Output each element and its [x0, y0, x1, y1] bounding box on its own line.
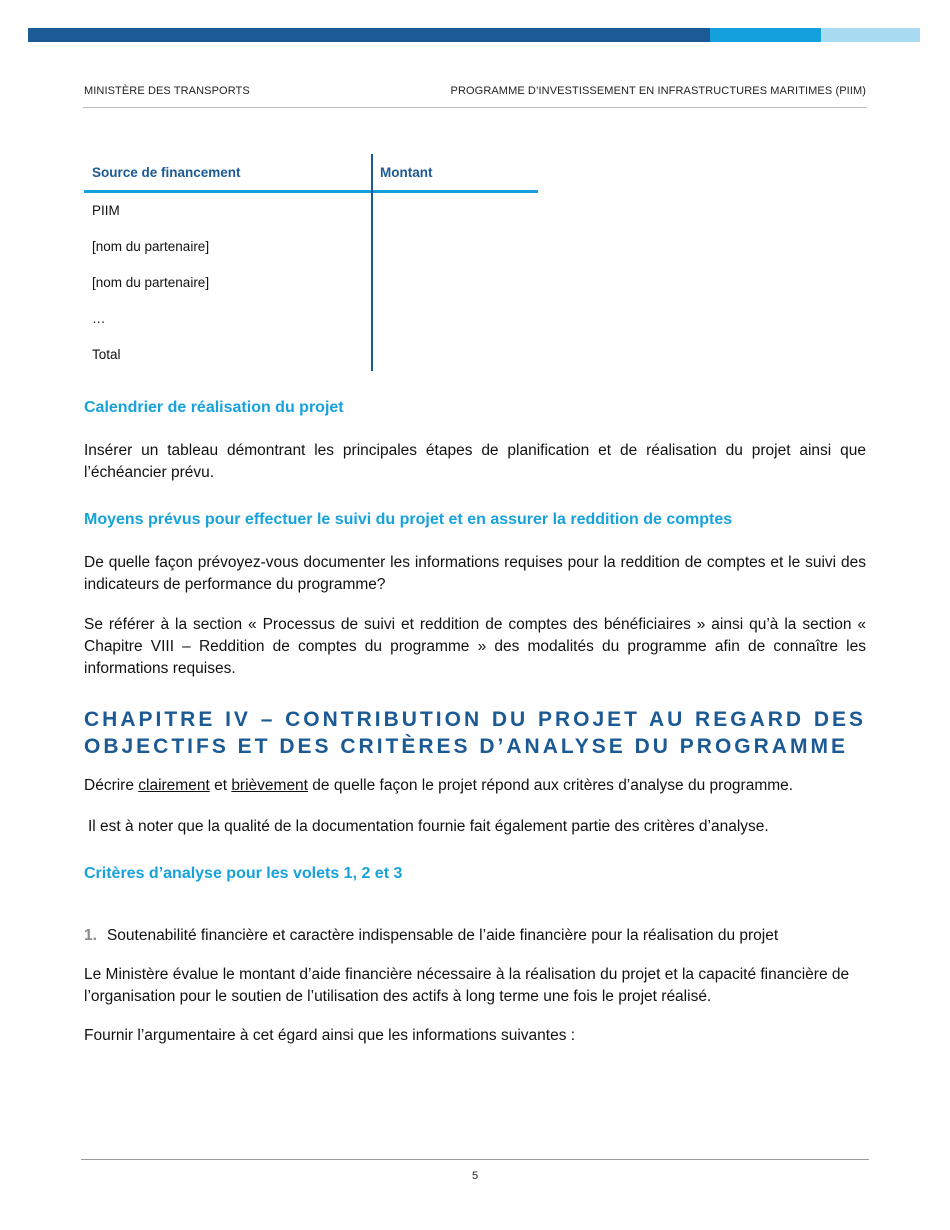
table-row: PIIM	[92, 203, 120, 218]
calendar-text: Insérer un tableau démontrant les principales étapes de planification et de réalisation du projet ainsi que l’échéancier prévu.	[84, 442, 866, 481]
followup-heading: Moyens prévus pour effectuer le suivi du projet et en assurer la reddition de comptes	[84, 511, 733, 528]
criterion-number: 1.	[84, 927, 97, 944]
criteria-paragraph-1: Le Ministère évalue le montant d’aide financière nécessaire à la réalisation du projet et la capacité financière de l’organisation pour le soutien de l’utilisation des actifs à long terme une fois le projet réalisé.	[84, 966, 850, 1005]
header-ministry: MINISTÈRE DES TRANSPORTS	[84, 85, 250, 97]
column-header-source: Source de financement	[92, 165, 241, 180]
color-bar-pale-segment	[821, 28, 920, 42]
chapter-title: CHAPITRE IV – CONTRIBUTION DU PROJET AU REGARD DES OBJECTIFS ET DES CRITÈRES D’ANALYSE DU PROGRAMME	[84, 708, 866, 758]
chapter-note: Il est à noter que la qualité de la documentation fournie fait également partie des critères d’analyse.	[88, 818, 769, 835]
intro-text-start: Décrire	[84, 777, 139, 794]
color-bar-blue-segment	[710, 28, 821, 42]
header-color-bar	[28, 28, 920, 42]
footer-divider	[81, 1159, 869, 1160]
intro-text-middle: et	[209, 777, 232, 794]
calendar-heading: Calendrier de réalisation du projet	[84, 399, 344, 416]
intro-underlined-briefly: brièvement	[231, 777, 308, 794]
criterion-item	[84, 925, 778, 947]
table-row: Total	[92, 347, 121, 362]
financing-table-body	[84, 193, 371, 373]
followup-text-2: Se référer à la section « Processus de suivi et reddition de comptes des bénéficiaires » ainsi qu’à la section « Chapitre VIII – Reddition de comptes du programme » des modalités du programme afin de connaître les informations requises.	[84, 616, 866, 677]
followup-text-1: De quelle façon prévoyez-vous documenter les informations requises pour la reddition de comptes et le suivi des indicateurs de performance du programme?	[84, 554, 866, 593]
header-program: PROGRAMME D’INVESTISSEMENT EN INFRASTRUCTURES MARITIMES (PIIM)	[450, 85, 866, 97]
criterion-text: Soutenabilité financière et caractère indispensable de l’aide financière pour la réalisation du projet	[106, 927, 779, 944]
color-bar-dark-segment	[28, 28, 710, 42]
table-row: [nom du partenaire]	[92, 275, 210, 290]
intro-underlined-clearly: clairement	[138, 777, 210, 794]
column-header-amount: Montant	[380, 165, 433, 180]
table-row: [nom du partenaire]	[92, 239, 210, 254]
page-number: 5	[471, 1170, 479, 1182]
chapter-intro	[84, 775, 866, 797]
header-divider	[83, 107, 867, 108]
table-column-divider	[371, 154, 373, 371]
criteria-paragraph-2: Fournir l’argumentaire à cet égard ainsi que les informations suivantes :	[84, 1027, 576, 1044]
criteria-heading: Critères d’analyse pour les volets 1, 2 et 3	[84, 865, 403, 882]
financing-table-header	[84, 154, 538, 190]
table-row: …	[92, 311, 106, 326]
intro-text-end: de quelle façon le projet répond aux critères d’analyse du programme.	[308, 777, 794, 794]
financing-table	[84, 154, 538, 362]
